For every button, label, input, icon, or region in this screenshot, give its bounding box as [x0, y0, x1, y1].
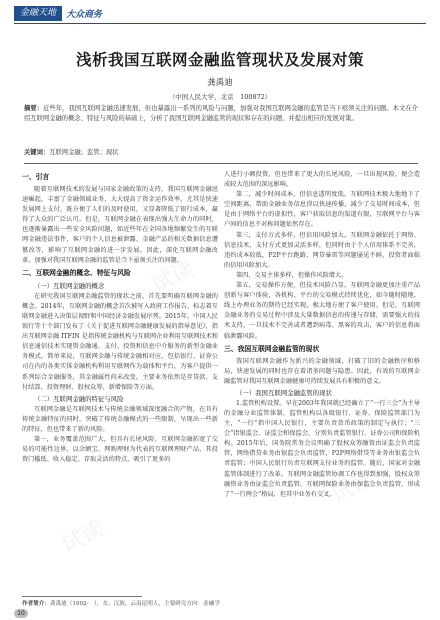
body-column-left: [22, 170, 218, 465]
body-paragraph: 1.监管机构设置。早在2003年我国就已经确立了“一行三会”为主导的金融分业监管体制，监管机构以各级银行、证券、保险监管部门为主，“一行”指中国人民银行，主要负责货币政策的制定与执行；“三会”指银监会、证监会和保监会，分别负责监管银行、证券公司和保险机构。2015年后，国务院常务会议明确了股权众筹融资由证监会负责监管，网络借贷业务由银监会负责监管，P2P网络借贷等业务由银监会负责监管；中国人民银行负责互联网支付业务的监管。随后，国家对金融监管体制进行了改革，互联网金融监管协调工作也得到加强，股权众筹融资业务由证监会负责监管，互联网保险业务由保监会负责监管，形成了“一行两会”格局，但其中业务有交叉。: [224, 399, 420, 498]
journal-column: 大众商务: [66, 10, 103, 20]
body-paragraph: 第三，支付方式多样，但信用风险加大。互联网金融依托于网络、信息技术，支付方式更加灵活多样，但同时由于个人信用体系不完善，违约成本较低，P2P平台跑路、网贷暴雷等问题屡见不鲜，投资者面临的信用风险加大。: [224, 231, 420, 269]
journal-header: [14, 6, 102, 21]
watermark: 试读: [327, 466, 379, 508]
body-paragraph: 第二，减少时间成本，但信息透明度低。互联网技术极大地地下了空间距离，帮助金融业务信息得以快速传播，减少了交易时间成本，但是由于网络平台的虚拟性，客户获取信息的渠道有限，互联网平台与客户间的信息不对称问题依然存在。: [224, 191, 420, 229]
body-paragraph: 人进行小额投资，但也带来了更大的长尾风险，一旦出现风险，便会造成较大范围的深远影响。: [224, 171, 420, 189]
body-paragraph: 在研究我国互联网金融监管的现状之前，首先要明确互联网金融的概念。2014年，互联网金融的概念首次被写入政府工作报告，标志着互联网金融进入决策层视野和中国经济金融发展序列。2015年，中国人民银行等十个部门发布了《关于促进互联网金融健康发展的指导意见》，指出互联网金融 ITFIN 是指传统金融机构与互联网企业利用互联网技术和信息通信技术实现资金融通、支付、投资和信息中介服务的新型金融业务模式。简单来说，互联网金融与传统金融相对应，包括银行、证券公司在内的各类实体金融机构利用互联网作为载体和平台，为客户提供一系列综合金融服务，其金融属性尚未改变，主要业务依然是存贷款、支付结算、投资理财、股权众筹、新增保险等方面。: [22, 292, 218, 391]
body-paragraph: 第四，交易主体多样，但操作风险增大。: [236, 271, 348, 279]
abstract: [24, 104, 418, 124]
body-paragraph: 随着互联网技术的发展与国家金融政策的支持，我国互联网金融迅速崛起，丰富了金融领域业务，大大提高了资金运作效率，尤其是快速发展网上支付，既方便了人们的及时使用，又显著降低了银行成本，赢得了大众的广泛认可。但是，互联网金融在表现出强大生命力的同时，也逐渐暴露出一些安全风险问题，如近些年在全国各地频繁发生的互联网金融违法事件，客户的个人信息被泄露、金融产品的相关数据信息遭篡改等，影响了互联网金融的进一步发展。因此，深化互联网金融改革，加强对我国互联网金融的监管是当下亟须关注的问题。: [22, 186, 218, 264]
author-name: 龚禹迪: [207, 78, 233, 88]
body-column-right: [224, 170, 420, 500]
section-heading: 二、互联网金融的概念、特征与风险: [22, 268, 131, 277]
keywords-rule: [24, 163, 418, 164]
page-number: 10: [14, 609, 28, 618]
section-heading: 三、我国互联网金融监管的现状: [224, 344, 320, 353]
author-footnote: [22, 599, 220, 607]
section-heading: 一、引言: [22, 173, 50, 181]
keywords: [24, 148, 418, 158]
watermark: 试读: [57, 516, 109, 558]
body-paragraph: 我国互联网金融作为新兴的金融领域，打破了旧的金融秩序和格局，快速发展的同时也存在着诸多问题与隐患。因此，有效的互联网金融监管对我国互联网金融健康可持续发展具有积极的意义。: [224, 357, 420, 385]
keywords-text: 互联网金融；监管；现状: [49, 149, 119, 156]
subsection-heading: （一）互联网金融的概念: [34, 281, 105, 290]
footnote-label: 作者简介：: [22, 601, 50, 607]
body-paragraph: 互联网金融是互联网技术与传统金融领域深度融合的产物，在具有传统金融特征的同时，突破了传统金融模式的一些限制，呈现出一些新的特征，但也带来了新的风险。: [22, 405, 218, 433]
abstract-label: 摘要：: [24, 105, 44, 112]
journal-category: 金融天地: [14, 6, 62, 21]
header-rule: [14, 23, 426, 24]
body-paragraph: 第一，业务覆盖范围广大，但具有长尾风险。互联网金融拓宽了交易的可能性边界，以余额宝、网购理财为代表的互联网理财产品，其投资门槛低、收入稳定、存取灵活的特点，吸引了更多的: [22, 435, 218, 464]
body-paragraph: 第五，交易操作方便，但技术风险凸显。互联网金融更加注重产品创新与客户体验，各机构、平台的交易模式持续优化，如今随时随地、线上办理业务的期待已经实现，极大地方便了客户使用。但是，互联网金融业务的交易过程中涉及大量数据信息的传递与存储，需要强大的技术支持，一旦技术不完善或者遭到病毒、黑客的攻击，客户的信息将面临泄露风险。: [224, 282, 420, 340]
footnote-rule: [22, 596, 142, 597]
abstract-text: 近些年，我国互联网金融迅速发展，但也暴露出一系列的风险与问题，加强对我国互联网金融的监管是当下亟须关注的问题。本文在介绍互联网金融的概念、特征与风险的基础上，分析了我国互联网金融监管的现状和存在的问题，并提出相应的发展对策。: [24, 105, 419, 122]
keywords-label: 关键词：: [24, 149, 50, 156]
footnote-text: 龚禹迪（1992- ），女，汉族，云南昆明人，主要研究方向：金融学: [49, 601, 220, 607]
author-affiliation: （中国人民大学，北京 100872）: [168, 93, 272, 101]
subsection-heading: （二）互联网金融的特征与风险: [34, 394, 124, 403]
watermark: 试读: [147, 256, 199, 298]
subsection-heading: （一）我国互联网金融监管的现状: [236, 388, 332, 397]
article-title: 浅析我国互联网金融监管现状及发展对策: [75, 51, 364, 69]
